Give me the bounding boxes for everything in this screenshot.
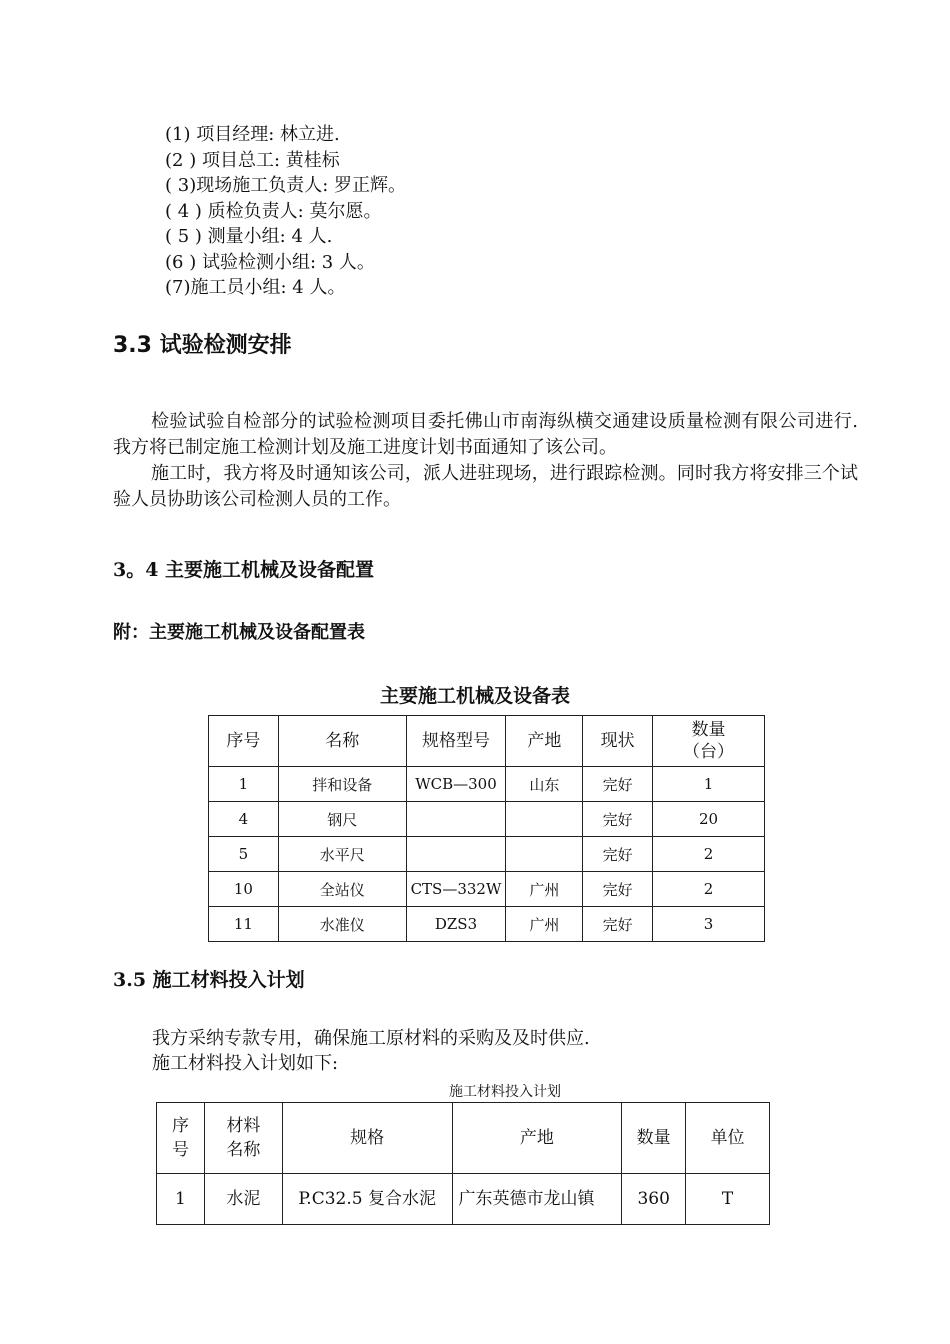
header-text: 数量	[691, 720, 726, 740]
table-cell: 完好	[583, 907, 653, 942]
header-cell: 规格型号	[406, 716, 506, 767]
table-cell: CTS—332W	[406, 872, 506, 907]
table-cell	[406, 837, 506, 872]
personnel-item: (2 ) 项目总工: 黄桂标	[165, 149, 340, 171]
table-cell: 广东英德市龙山镇	[452, 1174, 622, 1225]
table-row	[209, 767, 765, 802]
header-text: （台）	[683, 742, 735, 762]
table-cell: 广州	[506, 872, 583, 907]
personnel-item: ( 4 ) 质检负责人: 莫尔愿。	[165, 200, 382, 222]
table-row	[209, 802, 765, 837]
table-cell: 2	[653, 837, 765, 872]
table-cell: 1	[653, 767, 765, 802]
header-cell-index	[157, 1103, 205, 1174]
header-cell-material	[204, 1103, 282, 1174]
header-cell: 单位	[686, 1103, 770, 1174]
section-heading-3-3: 3.3 试验检测安排	[113, 333, 292, 358]
table-cell: 拌和设备	[278, 767, 406, 802]
equipment-table	[208, 715, 765, 942]
section-3-3-body	[113, 409, 858, 513]
header-cell-quantity	[653, 716, 765, 767]
materials-table-title: 施工材料投入计划	[449, 1084, 561, 1100]
table-cell	[506, 802, 583, 837]
header-text: 材料	[226, 1116, 261, 1136]
header-text: 号	[171, 1140, 189, 1160]
personnel-list	[165, 122, 406, 301]
table-header-row	[209, 716, 765, 767]
table-row	[157, 1174, 770, 1225]
table-cell: 完好	[583, 872, 653, 907]
paragraph: 施工材料投入计划如下:	[152, 1053, 339, 1074]
personnel-item: ( 3)现场施工负责人: 罗正辉。	[165, 175, 407, 196]
table-row	[209, 907, 765, 942]
personnel-item: (6 ) 试验检测小组: 3 人。	[165, 251, 375, 273]
header-cell: 序号	[209, 716, 279, 767]
paragraph: 我方采纳专款专用，确保施工原材料的采购及及时供应.	[152, 1028, 590, 1049]
appendix-label: 附：主要施工机械及设备配置表	[113, 622, 365, 643]
table-cell: WCB—300	[406, 767, 506, 802]
section-heading-3-4: 3。4 主要施工机械及设备配置	[113, 559, 375, 581]
paragraph: 施工时，我方将及时通知该公司，派人进驻现场，进行跟踪检测。同时我方将安排三个试验人员协助该公司检测人员的工作。	[113, 463, 858, 510]
table-cell	[406, 802, 506, 837]
table-row	[209, 872, 765, 907]
section-heading-3-5: 3.5 施工材料投入计划	[113, 969, 305, 991]
personnel-item: (7)施工员小组: 4 人。	[165, 277, 346, 298]
header-text: 序	[171, 1116, 189, 1136]
header-cell: 名称	[278, 716, 406, 767]
table-cell: P.C32.5 复合水泥	[282, 1174, 452, 1225]
header-cell: 数量	[622, 1103, 686, 1174]
table-cell: 完好	[583, 767, 653, 802]
header-cell: 产地	[452, 1103, 622, 1174]
table-cell: 2	[653, 872, 765, 907]
section-3-5-body	[152, 1026, 590, 1076]
table-cell: 完好	[583, 802, 653, 837]
table-cell: 1	[209, 767, 279, 802]
paragraph: 检验试验自检部分的试验检测项目委托佛山市南海纵横交通建设质量检测有限公司进行.我方将已制定施工检测计划及施工进度计划书面通知了该公司。	[113, 411, 858, 458]
table-cell: 3	[653, 907, 765, 942]
header-cell: 现状	[583, 716, 653, 767]
table-cell: 20	[653, 802, 765, 837]
table-cell: 5	[209, 837, 279, 872]
table-header-row	[157, 1103, 770, 1174]
table-cell: DZS3	[406, 907, 506, 942]
table-cell: 360	[622, 1174, 686, 1225]
table-cell: 水泥	[204, 1174, 282, 1225]
table-cell: 4	[209, 802, 279, 837]
materials-table	[156, 1102, 770, 1225]
header-text: 名称	[226, 1140, 261, 1160]
table-cell: 钢尺	[278, 802, 406, 837]
table-cell: 11	[209, 907, 279, 942]
table-cell: 1	[157, 1174, 205, 1225]
table-cell: 10	[209, 872, 279, 907]
personnel-item: ( 5 ) 测量小组: 4 人.	[165, 226, 333, 247]
table-cell: 全站仪	[278, 872, 406, 907]
table-cell	[506, 837, 583, 872]
personnel-item: (1) 项目经理: 林立进.	[165, 124, 340, 145]
header-cell: 产地	[506, 716, 583, 767]
header-cell: 规格	[282, 1103, 452, 1174]
table-cell: 完好	[583, 837, 653, 872]
table-cell: T	[686, 1174, 770, 1225]
table-row	[209, 837, 765, 872]
table-cell: 水平尺	[278, 837, 406, 872]
equipment-table-title: 主要施工机械及设备表	[379, 685, 570, 707]
table-cell: 水准仪	[278, 907, 406, 942]
table-cell: 广州	[506, 907, 583, 942]
table-cell: 山东	[506, 767, 583, 802]
